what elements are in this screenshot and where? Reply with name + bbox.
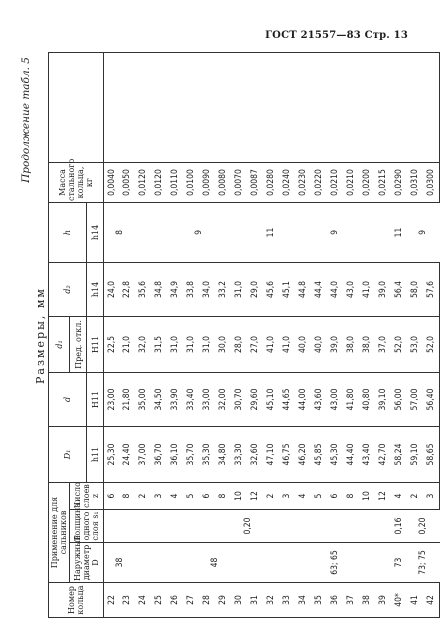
cell-d1: 28,0 <box>232 316 248 372</box>
cell-d1: 30,0 <box>216 316 232 372</box>
cell-h: 11 <box>264 202 280 262</box>
cell-d: 43,00 <box>328 372 344 426</box>
cell-ring-no: 40* <box>392 583 408 618</box>
cell-layer-count: 2 <box>408 482 424 509</box>
cell-ring-no: 35 <box>312 583 328 618</box>
cell-layer-count: 5 <box>184 482 200 509</box>
cell-d1: 32,0 <box>136 316 152 372</box>
cell-D1: 35,30 <box>200 426 216 482</box>
cell-ring-no: 36 <box>328 583 344 618</box>
cell-d2: 45,6 <box>264 262 280 316</box>
cell-layer-count: 8 <box>344 482 360 509</box>
cell-ring-no: 22 <box>104 583 120 618</box>
cell-layer-thickness: 0,20 <box>104 510 392 543</box>
cell-d1: 31,0 <box>168 316 184 372</box>
cell-spacer <box>168 52 184 162</box>
cell-spacer <box>136 52 152 162</box>
cell-spacer <box>200 52 216 162</box>
cell-d: 39,10 <box>376 372 392 426</box>
cell-ring-no: 42 <box>424 583 440 618</box>
cell-spacer <box>376 52 392 162</box>
table-continuation-caption: Продолжение табл. 5 <box>20 57 32 183</box>
cell-layer-count: 6 <box>328 482 344 509</box>
cell-D1: 34,80 <box>216 426 232 482</box>
cell-h: 9 <box>408 202 440 262</box>
table-sizes-caption: Размеры, мм <box>34 287 47 384</box>
cell-spacer <box>424 52 440 162</box>
cell-spacer <box>344 52 360 162</box>
cell-d2: 35,6 <box>136 262 152 316</box>
cell-outer-diameter <box>136 543 152 583</box>
cell-d1: 37,0 <box>376 316 392 372</box>
cell-layer-count: 10 <box>360 482 376 509</box>
cell-mass: 0,0050 <box>120 162 136 202</box>
cell-d1: 22,5 <box>104 316 120 372</box>
cell-layer-count: 12 <box>248 482 264 509</box>
col-layer-thickness: Толщина одного слоя s₁ <box>70 510 104 543</box>
cell-h: 11 <box>392 202 408 262</box>
cell-layer-count: 6 <box>200 482 216 509</box>
cell-spacer <box>248 52 264 162</box>
table-row <box>104 52 120 617</box>
cell-spacer <box>264 52 280 162</box>
col-D1: D₁ <box>49 426 87 482</box>
cell-d2: 44,8 <box>296 262 312 316</box>
cell-layer-count: 3 <box>152 482 168 509</box>
cell-ring-no: 29 <box>216 583 232 618</box>
cell-d: 33,00 <box>200 372 216 426</box>
cell-d1: 52,0 <box>424 316 440 372</box>
cell-D1: 45,30 <box>328 426 344 482</box>
cell-mass: 0,0300 <box>424 162 440 202</box>
cell-d2: 41,0 <box>360 262 376 316</box>
cell-ring-no: 32 <box>264 583 280 618</box>
cell-layer-count: 8 <box>120 482 136 509</box>
cell-mass: 0,0110 <box>168 162 184 202</box>
cell-d1: 31,0 <box>184 316 200 372</box>
cell-d1: 31,5 <box>152 316 168 372</box>
page-header: ГОСТ 21557—83 Стр. 13 <box>265 30 408 41</box>
cell-mass: 0,0087 <box>248 162 264 202</box>
cell-D1: 24,40 <box>120 426 136 482</box>
rotated-table-block <box>18 53 436 618</box>
cell-d1: 38,0 <box>344 316 360 372</box>
cell-d2: 44,0 <box>328 262 344 316</box>
cell-ring-no: 25 <box>152 583 168 618</box>
cell-d1: 41,0 <box>280 316 296 372</box>
cell-D1: 58,24 <box>392 426 408 482</box>
cell-ring-no: 37 <box>344 583 360 618</box>
cell-D1: 35,70 <box>184 426 200 482</box>
tol-d1: H11 <box>87 316 104 372</box>
cell-layer-count: 2 <box>136 482 152 509</box>
cell-d: 33,40 <box>184 372 200 426</box>
cell-mass: 0,0120 <box>136 162 152 202</box>
cell-spacer <box>392 52 408 162</box>
cell-D1: 37,00 <box>136 426 152 482</box>
cell-mass: 0,0040 <box>104 162 120 202</box>
cell-d1: 53,0 <box>408 316 424 372</box>
cell-ring-no: 30 <box>232 583 248 618</box>
cell-mass: 0,0200 <box>360 162 376 202</box>
cell-outer-diameter: 73 <box>392 543 408 583</box>
tol-h: h14 <box>87 202 104 262</box>
table-row <box>408 52 424 617</box>
cell-ring-no: 23 <box>120 583 136 618</box>
cell-D1: 58,65 <box>424 426 440 482</box>
table-row <box>392 52 408 617</box>
cell-d: 32,00 <box>216 372 232 426</box>
cell-d: 29,60 <box>248 372 264 426</box>
cell-d1: 21,0 <box>120 316 136 372</box>
cell-layer-count: 3 <box>280 482 296 509</box>
cell-spacer <box>328 52 344 162</box>
cell-layer-thickness: 0,16 <box>392 510 408 543</box>
cell-layer-count: 3 <box>424 482 440 509</box>
cell-D1: 43,40 <box>360 426 376 482</box>
cell-mass: 0,0220 <box>312 162 328 202</box>
cell-d: 33,90 <box>168 372 184 426</box>
cell-d2: 33,2 <box>216 262 232 316</box>
cell-D1: 45,85 <box>312 426 328 482</box>
cell-d2: 33,8 <box>184 262 200 316</box>
cell-mass: 0,0240 <box>280 162 296 202</box>
cell-spacer <box>152 52 168 162</box>
cell-d1: 52,0 <box>392 316 408 372</box>
tolerance-title: Пред. откл. <box>70 316 87 372</box>
cell-mass: 0,0080 <box>216 162 232 202</box>
col-d1: d₁ <box>49 316 70 372</box>
cell-ring-no: 39 <box>376 583 392 618</box>
cell-layer-count: 6 <box>104 482 120 509</box>
cell-spacer <box>360 52 376 162</box>
cell-d2: 45,1 <box>280 262 296 316</box>
cell-d: 57,00 <box>408 372 424 426</box>
cell-mass: 0,0310 <box>408 162 424 202</box>
cell-d1: 38,0 <box>360 316 376 372</box>
cell-spacer <box>296 52 312 162</box>
cell-spacer <box>312 52 328 162</box>
cell-ring-no: 24 <box>136 583 152 618</box>
cell-layer-count: 4 <box>296 482 312 509</box>
cell-d: 23,00 <box>104 372 120 426</box>
cell-d2: 29,0 <box>248 262 264 316</box>
cell-ring-no: 27 <box>184 583 200 618</box>
cell-outer-diameter: 63; 65 <box>280 543 392 583</box>
col-d: d <box>49 372 87 426</box>
cell-layer-count: 4 <box>168 482 184 509</box>
cell-D1: 36,70 <box>152 426 168 482</box>
cell-D1: 46,75 <box>280 426 296 482</box>
cell-d2: 24,0 <box>104 262 120 316</box>
cell-D1: 42,70 <box>376 426 392 482</box>
cell-D1: 59,10 <box>408 426 424 482</box>
col-layer-count: Число слоев z <box>70 482 104 509</box>
cell-D1: 25,30 <box>104 426 120 482</box>
col-spacer <box>49 52 104 162</box>
cell-mass: 0,0100 <box>184 162 200 202</box>
cell-d1: 41,0 <box>264 316 280 372</box>
cell-spacer <box>408 52 424 162</box>
cell-D1: 47,10 <box>264 426 280 482</box>
col-ring-no: Номер кольца <box>49 583 104 618</box>
cell-d1: 40,0 <box>296 316 312 372</box>
cell-spacer <box>216 52 232 162</box>
cell-mass: 0,0290 <box>392 162 408 202</box>
cell-D1: 32,60 <box>248 426 264 482</box>
col-h: h <box>49 202 87 262</box>
cell-d: 40,80 <box>360 372 376 426</box>
cell-d: 41,80 <box>344 372 360 426</box>
cell-mass: 0,0210 <box>344 162 360 202</box>
cell-layer-count: 2 <box>264 482 280 509</box>
cell-d2: 34,0 <box>200 262 216 316</box>
cell-d2: 34,8 <box>152 262 168 316</box>
dimensions-table <box>48 52 440 618</box>
cell-h: 8 <box>104 202 136 262</box>
cell-d: 44,00 <box>296 372 312 426</box>
col-outer-diameter: Наружный диаметр D <box>70 543 104 583</box>
cell-d: 45,10 <box>264 372 280 426</box>
cell-D1: 36,10 <box>168 426 184 482</box>
cell-d1: 27,0 <box>248 316 264 372</box>
cell-d1: 31,0 <box>200 316 216 372</box>
col-d2: d₂ <box>49 262 87 316</box>
cell-D1: 33,30 <box>232 426 248 482</box>
cell-outer-diameter: 38 <box>104 543 136 583</box>
cell-mass: 0,0090 <box>200 162 216 202</box>
cell-h: 9 <box>136 202 264 262</box>
cell-ring-no: 34 <box>296 583 312 618</box>
cell-mass: 0,0230 <box>296 162 312 202</box>
cell-d2: 58,0 <box>408 262 424 316</box>
cell-d: 56,40 <box>424 372 440 426</box>
cell-d: 30,70 <box>232 372 248 426</box>
cell-d2: 43,0 <box>344 262 360 316</box>
cell-outer-diameter: 48 <box>152 543 280 583</box>
cell-mass: 0,0210 <box>328 162 344 202</box>
cell-layer-count: 8 <box>216 482 232 509</box>
cell-d2: 22,8 <box>120 262 136 316</box>
cell-d1: 39,0 <box>328 316 344 372</box>
cell-spacer <box>232 52 248 162</box>
tol-d: H11 <box>87 372 104 426</box>
cell-spacer <box>104 52 120 162</box>
cell-layer-count: 4 <box>392 482 408 509</box>
cell-outer-diameter: 73; 75 <box>408 543 440 583</box>
cell-d: 35,00 <box>136 372 152 426</box>
cell-D1: 44,40 <box>344 426 360 482</box>
cell-spacer <box>280 52 296 162</box>
cell-ring-no: 38 <box>360 583 376 618</box>
cell-d2: 34,9 <box>168 262 184 316</box>
cell-layer-count: 5 <box>312 482 328 509</box>
cell-d1: 40,0 <box>312 316 328 372</box>
cell-ring-no: 33 <box>280 583 296 618</box>
cell-d: 43,60 <box>312 372 328 426</box>
cell-d2: 56,4 <box>392 262 408 316</box>
cell-mass: 0,0120 <box>152 162 168 202</box>
cell-ring-no: 41 <box>408 583 424 618</box>
tol-d2: h14 <box>87 262 104 316</box>
cell-d: 21,80 <box>120 372 136 426</box>
cell-layer-thickness: 0,20 <box>408 510 440 543</box>
cell-d2: 31,0 <box>232 262 248 316</box>
cell-ring-no: 26 <box>168 583 184 618</box>
cell-mass: 0,0280 <box>264 162 280 202</box>
col-mass: Масса стального кольца, кг <box>49 162 104 202</box>
cell-mass: 0,0070 <box>232 162 248 202</box>
cell-h: 9 <box>280 202 392 262</box>
cell-ring-no: 31 <box>248 583 264 618</box>
cell-d2: 57,6 <box>424 262 440 316</box>
table-body <box>104 52 440 617</box>
tol-D1: h11 <box>87 426 104 482</box>
cell-d: 44,65 <box>280 372 296 426</box>
cell-mass: 0,0215 <box>376 162 392 202</box>
cell-layer-count: 10 <box>232 482 248 509</box>
cell-d: 34,50 <box>152 372 168 426</box>
cell-d: 56,00 <box>392 372 408 426</box>
col-application: Применение для сальников <box>49 482 70 582</box>
cell-layer-count: 12 <box>376 482 392 509</box>
cell-ring-no: 28 <box>200 583 216 618</box>
cell-d2: 39,0 <box>376 262 392 316</box>
cell-spacer <box>184 52 200 162</box>
cell-d2: 44,4 <box>312 262 328 316</box>
cell-D1: 46,20 <box>296 426 312 482</box>
cell-spacer <box>120 52 136 162</box>
